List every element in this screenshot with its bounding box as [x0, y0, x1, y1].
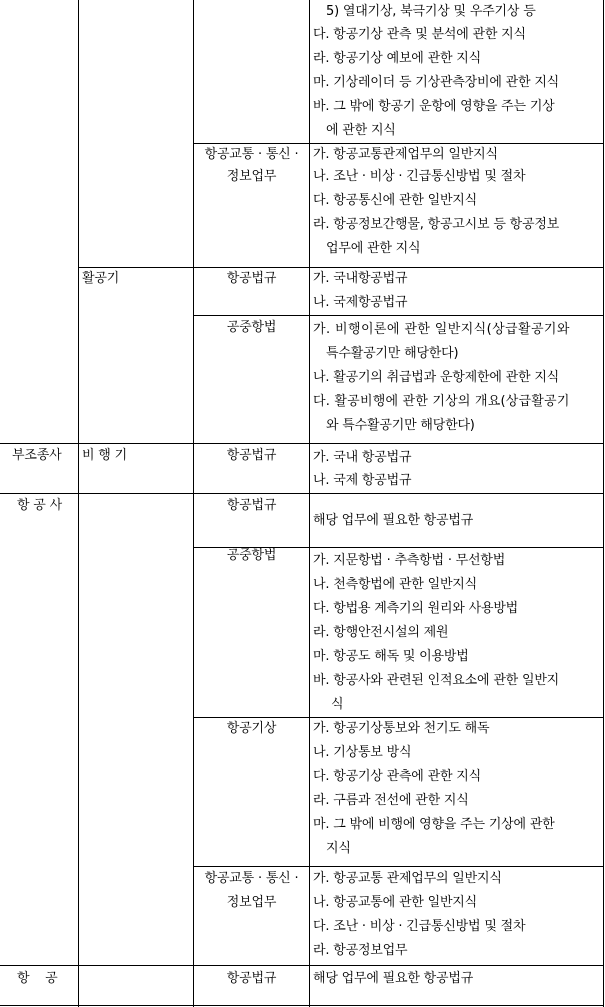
weather-item: 마. 기상레이더 등 기상관측장비에 관한 지식 [313, 75, 560, 90]
wx-item: 마. 그 밖에 비행에 영향을 주는 기상에 관한 [313, 817, 555, 832]
weather-subitem: 5) 열대기상, 북극기상 및 우주기상 등 [326, 4, 536, 19]
license-label: 항 공 사 [17, 498, 62, 513]
nav-item: 마. 항공도 해독 및 이용방법 [313, 649, 469, 664]
nav-item: 식 [331, 697, 344, 712]
wx-item: 지식 [326, 841, 351, 856]
wx-item: 라. 구름과 전선에 관한 지식 [313, 793, 469, 808]
subject-label: 공중항법 [226, 548, 277, 563]
nav-item: 바. 항공사와 관련된 인적요소에 관한 일반지 [313, 673, 560, 688]
table-rule [78, 0, 79, 1007]
subject-label: 항공법규 [226, 971, 277, 986]
comm-item: 나. 항공교통에 관한 일반지식 [313, 895, 478, 910]
law-item: 가. 국내항공법규 [313, 271, 408, 286]
comm-item: 나. 조난 · 비상 · 긴급통신방법 및 절차 [313, 169, 526, 184]
comm-item: 라. 항공정보간행물, 항공고시보 등 항공정보 [313, 217, 560, 232]
nav-item: 와 특수활공기만 해당한다) [326, 418, 475, 433]
category-label: 활공기 [82, 271, 120, 286]
comm-item: 다. 항공통신에 관한 일반지식 [313, 193, 478, 208]
weather-item: 바. 그 밖에 항공기 운항에 영향을 주는 기상 [313, 99, 555, 114]
comm-item: 다. 조난 · 비상 · 긴급통신방법 및 절차 [313, 919, 526, 934]
subject-label: 항공법규 [226, 448, 277, 463]
subject-label: 항공교통 · 통신 · [204, 147, 299, 162]
license-label: 항 공 [17, 971, 58, 986]
subject-label: 항공교통 · 통신 · [204, 871, 299, 886]
law-text: 해당 업무에 필요한 항공법규 [313, 971, 474, 986]
category-label: 비 행 기 [82, 448, 127, 463]
table-rule [0, 965, 604, 966]
nav-item: 나. 활공기의 취급법과 운항제한에 관한 지식 [313, 370, 560, 385]
subject-label: 항공법규 [226, 498, 277, 513]
subject-label: 공중항법 [226, 320, 277, 335]
subject-label: 정보업무 [226, 895, 277, 910]
nav-item: 특수활공기만 해당한다) [326, 346, 459, 361]
subject-label: 항공법규 [226, 271, 277, 286]
nav-item: 가. 비행이론에 관한 일반지식(상급활공기와 [313, 322, 570, 337]
weather-item: 라. 항공기상 예보에 관한 지식 [313, 51, 481, 66]
nav-item: 가. 지문항법 · 추측항법 · 무선항법 [313, 553, 506, 568]
license-label: 부조종사 [12, 448, 62, 463]
subject-label: 항공기상 [226, 721, 277, 736]
nav-item: 라. 항행안전시설의 제원 [313, 625, 449, 640]
nav-item: 다. 항법용 계측기의 원리와 사용방법 [313, 601, 519, 616]
weather-item: 다. 항공기상 관측 및 분석에 관한 지식 [313, 27, 526, 42]
law-item: 나. 국제항공법규 [313, 295, 408, 310]
wx-item: 다. 항공기상 관측에 관한 지식 [313, 769, 481, 784]
weather-item: 에 관한 지식 [326, 123, 396, 138]
law-text: 해당 업무에 필요한 항공법규 [313, 513, 474, 528]
nav-item: 다. 활공비행에 관한 기상의 개요(상급활공기 [313, 394, 570, 409]
table-rule [309, 0, 310, 1007]
law-item: 가. 국내 항공법규 [313, 450, 412, 465]
comm-item: 업무에 관한 지식 [326, 241, 421, 256]
subject-label: 정보업무 [226, 169, 277, 184]
table-rule [603, 0, 604, 1007]
law-item: 나. 국제 항공법규 [313, 473, 412, 488]
comm-item: 라. 항공정보업무 [313, 943, 408, 958]
wx-item: 가. 항공기상통보와 천기도 해독 [313, 721, 490, 736]
table-rule [0, 1005, 604, 1006]
wx-item: 나. 기상통보 방식 [313, 745, 412, 760]
comm-item: 가. 항공교통관제업무의 일반지식 [313, 147, 498, 162]
comm-item: 가. 항공교통 관제업무의 일반지식 [313, 871, 502, 886]
nav-item: 나. 천측항법에 관한 일반지식 [313, 577, 478, 592]
